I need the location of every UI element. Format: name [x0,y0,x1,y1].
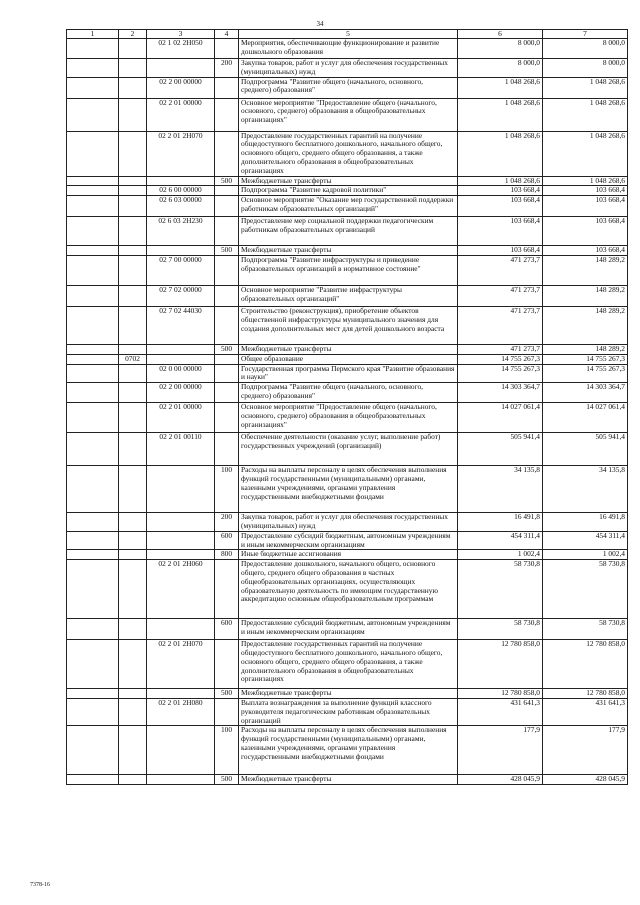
cell-expense-type [215,306,239,344]
cell-expense-type [215,98,239,131]
cell-expense-type [215,77,239,98]
cell-expense-type: 600 [215,531,239,550]
cell-expense-type [215,255,239,285]
cell-target-code: 02 1 02 2Н050 [147,39,215,59]
cell-target-code [147,59,215,78]
cell-amount-b: 8 000,0 [543,39,628,59]
table-row [67,550,628,560]
cell-expense-type: 100 [215,726,239,775]
table-row [67,364,628,383]
cell-section [119,176,147,186]
cell-section: 0702 [119,354,147,364]
cell-description: Подпрограмма "Развитие общего (начального, основного, среднего) образования" [239,77,458,98]
cell-description: Предоставление субсидий бюджетным, автономным учреждениям и иным некоммерческим организациям [239,531,458,550]
table-row [67,77,628,98]
cell-section [119,217,147,246]
cell-expense-type [215,698,239,725]
cell-section [119,689,147,699]
cell-description: Основное мероприятие "Предоставление общего (начального, основного, среднего) образования в общеобразовательных организациях" [239,403,458,433]
cell-amount-a: 1 048 268,6 [458,131,543,176]
cell-section [119,640,147,689]
cell-expense-type [215,39,239,59]
table-row [67,354,628,364]
cell-section [119,39,147,59]
cell-amount-b: 505 941,4 [543,433,628,466]
cell-expense-type: 500 [215,246,239,256]
table-row [67,775,628,785]
cell-expense-type: 500 [215,176,239,186]
table-row [67,196,628,217]
cell-expense-type: 500 [215,689,239,699]
cell-target-code [147,775,215,785]
cell-description: Предоставление мер социальной поддержки педагогическим работникам образовательных организаций [239,217,458,246]
cell-amount-a: 1 002,4 [458,550,543,560]
cell-target-code [147,619,215,640]
cell-target-code: 02 2 01 00000 [147,98,215,131]
cell-description: Основное мероприятие "Развитие инфраструктуры образовательных организаций" [239,285,458,306]
cell-section [119,466,147,513]
cell-target-code [147,466,215,513]
table-row [67,255,628,285]
cell-section [119,59,147,78]
cell-col1 [67,550,119,560]
cell-section [119,344,147,354]
cell-amount-b: 431 641,3 [543,698,628,725]
cell-col1 [67,98,119,131]
cell-col1 [67,77,119,98]
cell-col1 [67,466,119,513]
cell-col1 [67,246,119,256]
cell-section [119,619,147,640]
cell-description: Подпрограмма "Развитие инфраструктуры и приведение образовательных организаций в нормативное состояние" [239,255,458,285]
table-row [67,689,628,699]
cell-col1 [67,698,119,725]
cell-target-code: 02 2 01 00110 [147,433,215,466]
table-row [67,383,628,403]
cell-expense-type: 600 [215,619,239,640]
cell-amount-b: 12 780 858,0 [543,689,628,699]
cell-section [119,285,147,306]
cell-amount-b: 1 048 268,6 [543,98,628,131]
cell-description: Расходы на выплаты персоналу в целях обеспечения выполнения функций государственными (муниципальными) органами, казенными учреждениями, органами управления государственными внебюджетными фондами [239,466,458,513]
cell-col1 [67,531,119,550]
cell-section [119,403,147,433]
cell-amount-a: 8 000,0 [458,59,543,78]
cell-amount-a: 14 755 267,3 [458,364,543,383]
table-row [67,217,628,246]
cell-amount-a: 12 780 858,0 [458,689,543,699]
cell-amount-a: 34 135,8 [458,466,543,513]
cell-target-code [147,689,215,699]
cell-amount-b: 14 755 267,3 [543,364,628,383]
cell-description: Выплата вознаграждения за выполнение функций классного руководителя педагогическим работникам образовательных организаций [239,698,458,725]
cell-col1 [67,196,119,217]
cell-amount-b: 58 730,8 [543,619,628,640]
cell-description: Расходы на выплаты персоналу в целях обеспечения выполнения функций государственными (муниципальными) органами, казенными учреждениями, органами управления государственными внебюджетными фондами [239,726,458,775]
table-row [67,176,628,186]
table-row [67,98,628,131]
cell-amount-a: 12 780 858,0 [458,640,543,689]
cell-col1 [67,344,119,354]
table-header-row [67,30,628,39]
cell-col1 [67,403,119,433]
table-row [67,619,628,640]
cell-target-code [147,550,215,560]
cell-target-code [147,176,215,186]
cell-section [119,186,147,196]
cell-section [119,306,147,344]
cell-amount-a: 16 491,8 [458,513,543,532]
table-row [67,698,628,725]
cell-col1 [67,619,119,640]
cell-amount-a: 1 048 268,6 [458,176,543,186]
cell-col1 [67,39,119,59]
cell-amount-a: 103 668,4 [458,246,543,256]
table-row [67,131,628,176]
column-header: 5 [239,30,458,39]
cell-description: Межбюджетные трансферты [239,176,458,186]
table-row [67,246,628,256]
cell-description: Предоставление субсидий бюджетным, автономным учреждениям и иным некоммерческим организациям [239,619,458,640]
cell-expense-type: 800 [215,550,239,560]
cell-description: Межбюджетные трансферты [239,344,458,354]
cell-col1 [67,131,119,176]
table-row [67,466,628,513]
cell-amount-b: 1 048 268,6 [543,131,628,176]
cell-amount-b: 103 668,4 [543,217,628,246]
cell-col1 [67,433,119,466]
cell-expense-type [215,196,239,217]
cell-target-code: 02 2 01 2Н060 [147,560,215,619]
cell-expense-type [215,364,239,383]
cell-description: Государственная программа Пермского края "Развитие образования и науки" [239,364,458,383]
cell-description: Иные бюджетные ассигнования [239,550,458,560]
cell-expense-type: 200 [215,513,239,532]
cell-col1 [67,186,119,196]
cell-target-code: 02 2 01 2Н070 [147,131,215,176]
cell-target-code: 02 2 00 00000 [147,383,215,403]
table-row [67,186,628,196]
cell-target-code [147,726,215,775]
cell-section [119,77,147,98]
cell-amount-b: 14 303 364,7 [543,383,628,403]
cell-amount-a: 8 000,0 [458,39,543,59]
cell-amount-a: 58 730,8 [458,619,543,640]
cell-description: Подпрограмма "Развитие общего (начального, основного, среднего) образования" [239,383,458,403]
cell-col1 [67,640,119,689]
cell-target-code: 02 7 00 00000 [147,255,215,285]
cell-target-code [147,344,215,354]
cell-amount-a: 505 941,4 [458,433,543,466]
cell-amount-b: 14 755 267,3 [543,354,628,364]
page-number: 34 [316,20,324,28]
cell-col1 [67,217,119,246]
cell-section [119,560,147,619]
cell-amount-a: 428 045,9 [458,775,543,785]
cell-description: Предоставление государственных гарантий на получение общедоступного бесплатного дошкольного, начального общего, основного общего, среднего общего образования, а также дополнительного образования в общеобразовательных организациях [239,640,458,689]
cell-description: Мероприятия, обеспечивающие функционирование и развитие дошкольного образования [239,39,458,59]
cell-amount-a: 14 027 061,4 [458,403,543,433]
cell-expense-type [215,285,239,306]
cell-target-code: 02 7 02 00000 [147,285,215,306]
table-row [67,513,628,532]
cell-expense-type [215,433,239,466]
cell-target-code: 02 2 01 00000 [147,403,215,433]
cell-amount-a: 471 273,7 [458,344,543,354]
table-row [67,640,628,689]
table-row [67,403,628,433]
cell-description: Основное мероприятие "Оказание мер государственной поддержки работникам образовательных организаций" [239,196,458,217]
cell-amount-b: 8 000,0 [543,59,628,78]
cell-section [119,98,147,131]
cell-col1 [67,176,119,186]
table-row [67,306,628,344]
cell-col1 [67,726,119,775]
cell-expense-type [215,403,239,433]
cell-target-code: 02 6 03 2Н230 [147,217,215,246]
cell-col1 [67,59,119,78]
cell-col1 [67,775,119,785]
cell-amount-a: 103 668,4 [458,196,543,217]
cell-col1 [67,364,119,383]
cell-description: Закупка товаров, работ и услуг для обеспечения государственных (муниципальных) нужд [239,513,458,532]
cell-amount-a: 14 303 364,7 [458,383,543,403]
cell-amount-b: 1 002,4 [543,550,628,560]
cell-amount-a: 177,9 [458,726,543,775]
cell-target-code: 02 6 00 00000 [147,186,215,196]
cell-description: Основное мероприятие "Предоставление общего (начального, основного, среднего) образования в общеобразовательных организациях" [239,98,458,131]
document-code: 7378-16 [30,882,50,888]
column-header: 3 [147,30,215,39]
cell-amount-a: 471 273,7 [458,306,543,344]
table-row [67,433,628,466]
cell-description: Межбюджетные трансферты [239,775,458,785]
cell-amount-b: 1 048 268,6 [543,176,628,186]
cell-section [119,775,147,785]
cell-amount-a: 1 048 268,6 [458,77,543,98]
cell-section [119,550,147,560]
budget-table [66,29,628,785]
cell-col1 [67,285,119,306]
cell-amount-b: 103 668,4 [543,246,628,256]
column-header: 6 [458,30,543,39]
cell-target-code: 02 2 01 2Н070 [147,640,215,689]
cell-col1 [67,383,119,403]
cell-description: Предоставление государственных гарантий на получение общедоступного бесплатного дошкольного, начального общего, основного общего, среднего общего образования, а также дополнительного образования в общеобразовательных организациях [239,131,458,176]
cell-amount-a: 454 311,4 [458,531,543,550]
cell-section [119,246,147,256]
column-header: 4 [215,30,239,39]
cell-amount-a: 1 048 268,6 [458,98,543,131]
cell-amount-b: 428 045,9 [543,775,628,785]
cell-description: Межбюджетные трансферты [239,246,458,256]
cell-amount-b: 148 289,2 [543,344,628,354]
cell-amount-b: 148 289,2 [543,285,628,306]
cell-expense-type: 200 [215,59,239,78]
cell-amount-a: 431 641,3 [458,698,543,725]
table-row [67,560,628,619]
cell-target-code: 02 0 00 00000 [147,364,215,383]
cell-target-code [147,354,215,364]
cell-section [119,196,147,217]
cell-amount-b: 34 135,8 [543,466,628,513]
cell-section [119,531,147,550]
cell-description: Строительство (реконструкция), приобретение объектов общественной инфраструктуры муниципального значения для создания дополнительных мест для детей дошкольного возраста [239,306,458,344]
cell-amount-b: 14 027 061,4 [543,403,628,433]
cell-col1 [67,306,119,344]
cell-amount-a: 103 668,4 [458,186,543,196]
cell-target-code [147,246,215,256]
cell-target-code: 02 2 01 2Н080 [147,698,215,725]
cell-description: Межбюджетные трансферты [239,689,458,699]
cell-amount-b: 58 730,8 [543,560,628,619]
cell-section [119,255,147,285]
cell-expense-type [215,131,239,176]
cell-target-code: 02 7 02 44030 [147,306,215,344]
cell-target-code [147,531,215,550]
cell-section [119,131,147,176]
cell-amount-b: 148 289,2 [543,255,628,285]
cell-section [119,726,147,775]
cell-amount-b: 103 668,4 [543,186,628,196]
cell-expense-type [215,640,239,689]
table-row [67,285,628,306]
cell-section [119,383,147,403]
table-row [67,726,628,775]
cell-target-code: 02 2 00 00000 [147,77,215,98]
table-row [67,39,628,59]
column-header: 2 [119,30,147,39]
table-row [67,531,628,550]
cell-amount-b: 148 289,2 [543,306,628,344]
cell-amount-b: 12 780 858,0 [543,640,628,689]
cell-amount-a: 471 273,7 [458,255,543,285]
column-header: 1 [67,30,119,39]
cell-expense-type [215,217,239,246]
cell-section [119,364,147,383]
table-row [67,344,628,354]
cell-col1 [67,689,119,699]
cell-expense-type [215,354,239,364]
cell-expense-type: 500 [215,775,239,785]
cell-description: Предоставление дошкольного, начального общего, основного общего, среднего общего образования в частных общеобразовательных организациях, осуществляющих образовательную деятельность по имеющим государственную аккредитацию основным общеобразовательным программам [239,560,458,619]
cell-description: Общее образование [239,354,458,364]
cell-description: Подпрограмма "Развитие кадровой политики" [239,186,458,196]
cell-amount-a: 471 273,7 [458,285,543,306]
cell-amount-b: 103 668,4 [543,196,628,217]
cell-description: Обеспечение деятельности (оказание услуг, выполнение работ) государственных учреждений (организаций) [239,433,458,466]
cell-section [119,433,147,466]
cell-amount-b: 454 311,4 [543,531,628,550]
cell-expense-type [215,383,239,403]
cell-target-code: 02 6 03 00000 [147,196,215,217]
cell-expense-type [215,186,239,196]
column-header: 7 [543,30,628,39]
cell-amount-b: 16 491,8 [543,513,628,532]
cell-expense-type [215,560,239,619]
cell-amount-a: 14 755 267,3 [458,354,543,364]
cell-col1 [67,513,119,532]
cell-expense-type: 100 [215,466,239,513]
cell-col1 [67,255,119,285]
cell-expense-type: 500 [215,344,239,354]
cell-amount-a: 103 668,4 [458,217,543,246]
cell-target-code [147,513,215,532]
table-row [67,59,628,78]
cell-amount-b: 177,9 [543,726,628,775]
cell-col1 [67,560,119,619]
cell-description: Закупка товаров, работ и услуг для обеспечения государственных (муниципальных) нужд [239,59,458,78]
cell-amount-b: 1 048 268,6 [543,77,628,98]
cell-section [119,698,147,725]
cell-section [119,513,147,532]
cell-amount-a: 58 730,8 [458,560,543,619]
cell-col1 [67,354,119,364]
